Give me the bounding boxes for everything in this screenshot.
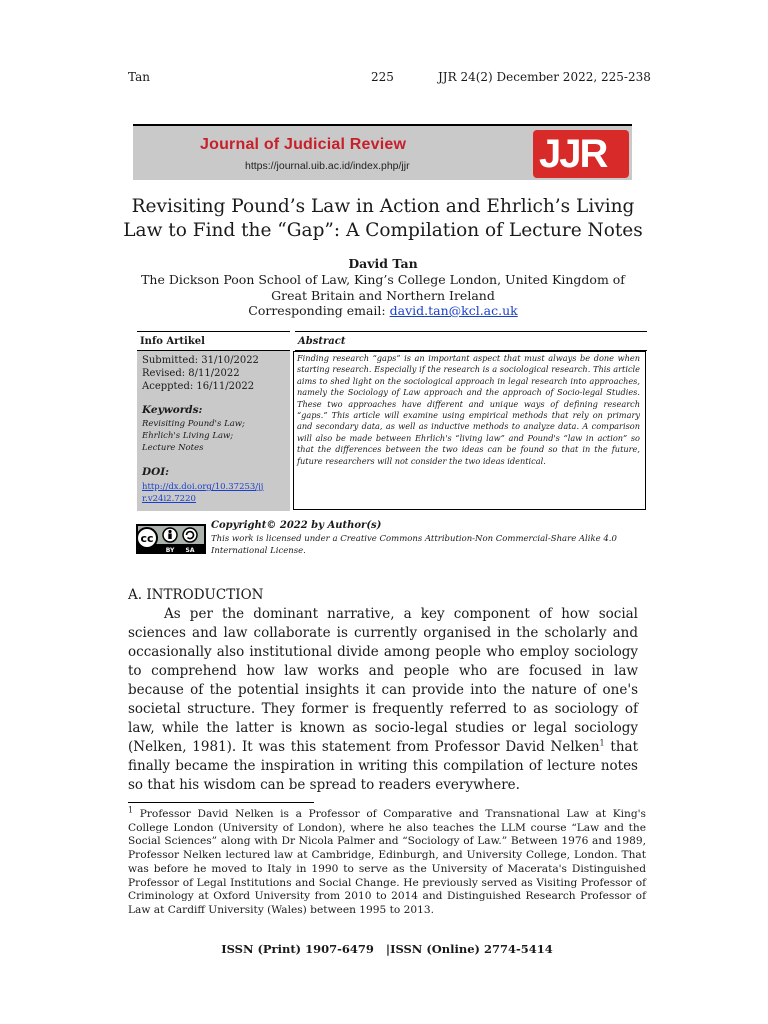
keywords: Revisiting Pound's Law; Ehrlich's Living Law; Lecture Notes: [142, 419, 245, 453]
journal-name: Journal of Judicial Review: [200, 136, 407, 153]
issn-footer: ISSN (Print) 1907-6479 |ISSN (Online) 2774-5414: [221, 942, 553, 956]
sa-icon: [183, 528, 197, 542]
accepted-date: Aceppted: 16/11/2022: [142, 381, 255, 392]
footnote-reference[interactable]: 1: [599, 738, 605, 748]
article-dates: [142, 354, 259, 393]
footnote-rule: [128, 802, 314, 803]
footnote: [128, 805, 646, 918]
abstract-top-rule: [295, 331, 647, 332]
cc-by-sa-badge[interactable]: [136, 524, 206, 554]
article-author: David Tan: [348, 256, 418, 271]
introduction-text-continued: that finally became the inspiration in writing this compilation of lecture notes so that his wisdom can be spread to readers everywhere.: [128, 739, 638, 793]
journal-logo: [533, 130, 629, 178]
abstract-text: Finding research “gaps” is an important aspect that must always be done when starting research. Especially if the research is a sociological research. This article aims to shed light on the sociological approach in legal research into approaches, namely the Sociology of Law approach and the approach of Socio-legal Studies. These two approaches have different and unique ways of defining research “gaps.” This article will examine using empirical methods that rely on primary and secondary data, as well as inductive methods to analyze data. A comparison will also be made between Ehrlich's “living law” and Pound's “law in action” so that the differences between the two ideas can be found so that in the future, future researchers will not consider the two ideas identical.: [297, 353, 640, 466]
footnote-marker: 1: [128, 805, 134, 815]
journal-logo-text: JJR: [539, 132, 607, 176]
submitted-date: Submitted: 31/10/2022: [142, 355, 259, 366]
info-heading: Info Artikel: [140, 336, 205, 347]
cc-label: cc: [140, 532, 154, 545]
sa-label: SA: [185, 547, 195, 554]
keywords-heading: Keywords:: [142, 404, 203, 416]
author-affiliation: The Dickson Poon School of Law, King’s College London, United Kingdom of Great Britain and Northern Ireland: [141, 272, 625, 303]
email-label: Corresponding email:: [248, 303, 390, 318]
doi-link[interactable]: http://dx.doi.org/10.37253/jjr.v24i2.7220: [142, 482, 264, 504]
abstract-heading: Abstract: [298, 336, 346, 347]
by-label: BY: [165, 547, 175, 554]
revised-date: Revised: 8/11/2022: [142, 368, 240, 379]
corresponding-email: [130, 303, 636, 318]
footnote-text: Professor David Nelken is a Professor of Comparative and Transnational Law at King's College London (University of London), where he also teaches the LLM course “Law and the Social Sciences” along with Dr Nicola Palmer and “Sociology of Law.” Between 1976 and 1989, Professor Nelken lectured law at Cambridge, Edinburgh, and University College, London. That was before he moved to Italy in 1990 to serve as the University of Macerata's Distinguished Professor of Legal Institutions and Social Change. He previously served as Visiting Professor of Criminology at Oxford University from 2010 to 2014 and Distinguished Research Professor of Law at Cardiff University (Wales) between 1995 to 2013.: [128, 808, 646, 916]
running-header-author: Tan: [128, 70, 150, 84]
introduction-text: As per the dominant narrative, a key component of how social sciences and law collaborate is currently organised in the scholarly and occasionally also institutional divide among people who employ sociology to comprehend how law works and people who are focused in law because of the potential insights it can provide into the nature of one's societal structure. They former is frequently referred to as sociology of law, while the latter is known as socio-legal studies or legal sociology (Nelken, 1981). It was this statement from Professor David Nelken: [128, 606, 638, 755]
email-link[interactable]: david.tan@kcl.ac.uk: [389, 303, 518, 318]
journal-citation: JJR 24(2) December 2022, 225-238: [438, 70, 651, 84]
info-top-rule: [137, 331, 290, 332]
article-title: Revisiting Pound’s Law in Action and Ehrlich’s Living Law to Find the “Gap”: A Compilation of Lecture Notes: [123, 196, 643, 241]
journal-url[interactable]: https://journal.uib.ac.id/index.php/jjr: [245, 160, 410, 172]
introduction-paragraph: [128, 605, 638, 795]
copyright-notice: Copyright© 2022 by Author(s): [211, 520, 382, 531]
page-number: 225: [371, 70, 394, 84]
license-text: This work is licensed under a Creative Commons Attribution-Non Commercial-Share Alike 4.0 International License.: [211, 534, 617, 556]
section-heading: A. INTRODUCTION: [128, 587, 264, 603]
doi-heading: DOI:: [142, 466, 170, 478]
